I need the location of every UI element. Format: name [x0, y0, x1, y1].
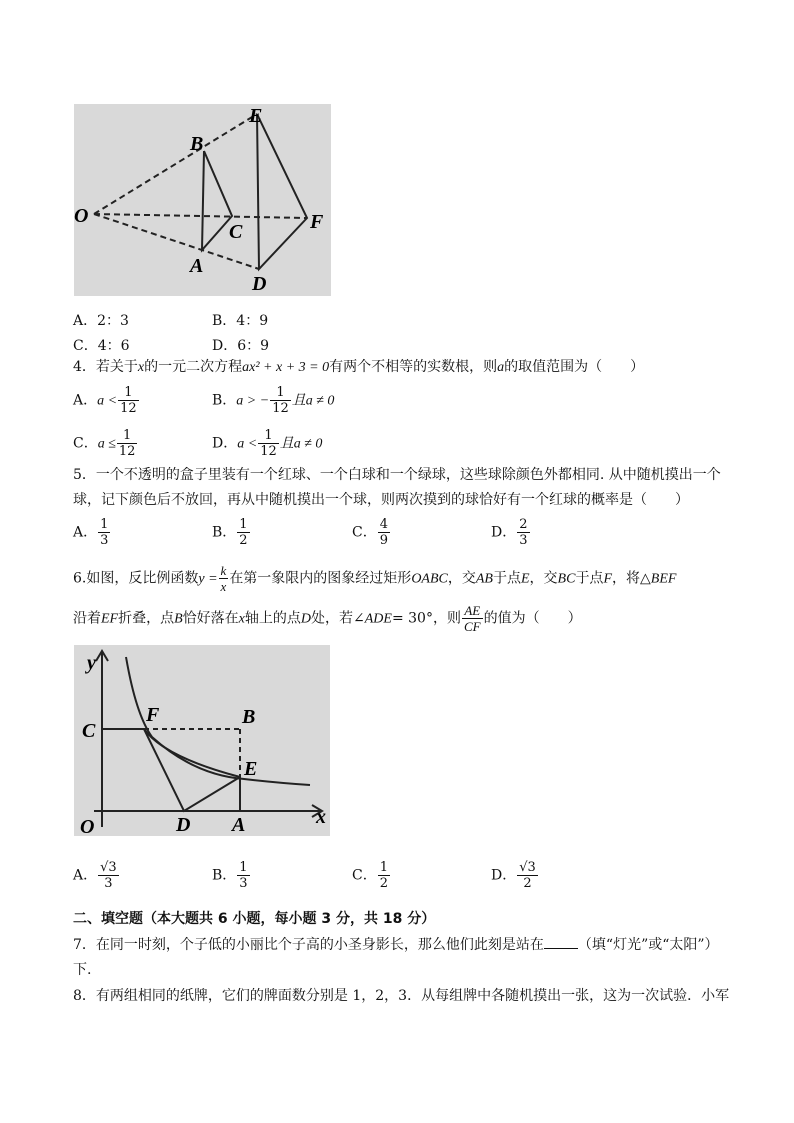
q4-var-a: a — [497, 360, 505, 375]
label-a: A — [232, 814, 246, 836]
q5-c-den: 9 — [379, 533, 388, 548]
q6-b-label: B． — [212, 867, 237, 884]
q5-b-frac — [237, 517, 249, 548]
q6-d-frac — [517, 860, 538, 891]
q6-l2-c: 恰好落在 — [182, 610, 239, 627]
label-y: y — [87, 652, 96, 674]
q6-l1-c: ，交 — [447, 570, 476, 587]
q5-a-den: 3 — [100, 533, 109, 548]
q3-option-d: D．6：9 — [212, 338, 270, 354]
q5-line1: 5．一个不透明的盒子里装有一个红球、一个白球和一个绿球，这些球除颜色外都相同. 从中随机摸出一个 — [73, 467, 721, 483]
q4-stem-mid2: 有两个不相等的实数根，则 — [329, 359, 498, 375]
q6-b-num: 1 — [239, 860, 248, 875]
q6-k-over-x — [219, 563, 229, 594]
label-c: C — [82, 720, 96, 742]
label-d: D — [252, 273, 267, 295]
q5-d-num: 2 — [519, 517, 528, 532]
q6-l1-a: 6.如图，反比例函数 — [73, 570, 199, 587]
label-d: D — [176, 814, 191, 836]
q4-option-d — [212, 428, 322, 459]
q5-b-num: 1 — [239, 517, 248, 532]
label-e: E — [249, 105, 263, 127]
q4-b-post: 且a ≠ 0 — [291, 393, 335, 409]
q6-bef: BEF — [650, 571, 677, 587]
q3-option-c: C．4：6 — [73, 338, 130, 354]
q6-l1-f: ，交 — [529, 570, 558, 587]
q5-a-label: A． — [73, 524, 98, 541]
q4-option-b — [212, 385, 334, 416]
q5-d-frac — [517, 517, 529, 548]
q4-a-frac — [118, 385, 139, 416]
q4-c-label: C． — [73, 435, 98, 452]
label-b: B — [242, 706, 256, 728]
q6-l2-a: 沿着 — [73, 610, 101, 627]
q5-option-b — [212, 517, 251, 548]
q6-x: x — [220, 579, 227, 594]
q4-c-den: 12 — [118, 444, 136, 459]
q6-bc: BC — [557, 571, 576, 587]
q4-b-den: 12 — [272, 401, 289, 416]
label-f: F — [146, 704, 160, 726]
q5-a-frac — [98, 517, 110, 548]
q6-l2-f: = 30°，则 — [391, 610, 461, 627]
q4-d-post: 且a ≠ 0 — [279, 436, 323, 452]
q4-a-num: 1 — [124, 385, 133, 400]
label-b: B — [190, 133, 204, 155]
q6-F: F — [603, 571, 612, 587]
q6-ae: AE — [464, 603, 481, 618]
q4-a-label: A． — [73, 392, 98, 409]
figure-similar-triangles — [74, 104, 331, 296]
q7-answer-blank[interactable] — [544, 936, 578, 949]
q6-line2 — [73, 603, 582, 634]
q4-b-pre: a > − — [236, 393, 270, 409]
q5-b-den: 2 — [239, 533, 248, 548]
q4-c-frac — [117, 428, 138, 459]
q6-l1-h: ，将△ — [612, 570, 651, 587]
q5-option-a — [73, 517, 111, 548]
q5-b-label: B． — [212, 524, 237, 541]
q5-line2: 球，记下颜色后不放回，再从中随机摸出一个球，则两次摸到的球恰好有一个红球的概率是（ ） — [73, 492, 689, 508]
q5-a-num: 1 — [100, 517, 109, 532]
q6-e: E — [520, 571, 530, 587]
q3-option-b: B．4：9 — [212, 313, 269, 329]
q4-d-den: 12 — [260, 444, 277, 459]
q5-c-label: C． — [352, 524, 377, 541]
q4-stem-mid: 的一元二次方程 — [144, 359, 243, 375]
q6-c-num: 1 — [379, 860, 388, 875]
q6-d-label: D． — [491, 867, 517, 884]
q4-option-a — [73, 385, 140, 416]
q4-c-pre: a ≤ — [97, 436, 116, 452]
q6-ae-over-cf — [462, 603, 483, 634]
q6-l2-b: 折叠，点 — [118, 610, 175, 627]
q6-l2-x: x — [238, 611, 245, 627]
q5-d-label: D． — [491, 524, 517, 541]
q4-d-label: D． — [212, 435, 238, 452]
q6-option-a — [73, 860, 120, 891]
q6-a-label: A． — [73, 867, 98, 884]
q6-ab: AB — [475, 571, 493, 587]
q4-stem-post: 的取值范围为（ ） — [504, 359, 645, 375]
q6-c-den: 2 — [379, 876, 388, 891]
q4-b-num: 1 — [276, 385, 285, 400]
q5-c-num: 4 — [379, 517, 388, 532]
q6-a-den: 3 — [98, 875, 119, 891]
label-x: x — [316, 806, 326, 828]
q5-option-d — [491, 517, 531, 548]
section-heading: 二、填空题（本大题共 6 小题，每小题 3 分，共 18 分） — [73, 911, 436, 927]
q4-d-frac — [258, 428, 279, 459]
q6-B: B — [174, 611, 183, 627]
label-e: E — [244, 758, 258, 780]
q6-a-frac — [98, 860, 119, 891]
q6-k: k — [220, 563, 227, 578]
q4-stem-pre: 4．若关于 — [73, 359, 138, 375]
q6-a-num: √3 — [100, 860, 117, 875]
q5-c-frac — [378, 517, 390, 548]
q6-option-b — [212, 860, 251, 891]
q3-option-a: A．2：3 — [73, 313, 129, 329]
q4-d-num: 1 — [264, 428, 273, 443]
q4-b-label: B． — [212, 392, 237, 409]
label-f: F — [310, 211, 324, 233]
q4-a-den: 12 — [120, 401, 137, 416]
q6-oabc: OABC — [411, 571, 448, 587]
q6-D: D — [300, 611, 312, 627]
q4-var-x: x — [137, 360, 145, 375]
q4-equation: ax² + x + 3 = 0 — [242, 360, 330, 375]
q4-stem — [73, 358, 644, 377]
q6-b-frac — [237, 860, 249, 891]
q6-b-den: 3 — [239, 876, 248, 891]
q6-line1 — [73, 563, 676, 594]
q6-d-num: √3 — [519, 860, 536, 875]
q4-option-c — [73, 428, 138, 459]
q4-c-num: 1 — [123, 428, 132, 443]
q7-line1-pre: 7．在同一时刻，个子低的小丽比个子高的小圣身影长，那么他们此刻是站在 — [73, 937, 544, 953]
label-o: O — [80, 816, 95, 836]
q6-option-d — [491, 860, 539, 891]
q6-ade: ADE — [364, 611, 392, 627]
q6-d-den: 2 — [517, 875, 538, 891]
q6-c-label: C． — [352, 867, 377, 884]
q6-l1-d: 于点 — [492, 570, 521, 587]
q5-d-den: 3 — [519, 533, 528, 548]
q6-cf: CF — [463, 619, 481, 634]
q6-l2-g: 的值为（ ） — [483, 610, 582, 627]
label-a: A — [190, 255, 204, 277]
q4-a-pre: a < — [97, 393, 118, 409]
q7-line1-post: （填“灯光”或“太阳”） — [577, 937, 719, 953]
q6-c-frac — [378, 860, 390, 891]
q6-l2-d: 轴上的点 — [244, 610, 301, 627]
figure-inverse-function-svg — [74, 645, 330, 836]
q6-l1-b: 在第一象限内的图象经过矩形 — [229, 570, 412, 587]
q4-d-pre: a < — [237, 436, 258, 452]
q6-l2-e: 处，若∠ — [311, 610, 365, 627]
q6-ef: EF — [101, 611, 119, 627]
q7-line1 — [73, 936, 719, 954]
q6-option-c — [352, 860, 391, 891]
q5-option-c — [352, 517, 391, 548]
figure-inverse-function — [74, 645, 330, 836]
q6-l1-y: y = — [198, 571, 218, 587]
figure-similar-triangles-svg — [74, 104, 331, 296]
q7-line2: 下. — [73, 962, 92, 978]
label-c: C — [229, 221, 243, 243]
label-o: O — [74, 205, 89, 227]
q8-line1: 8．有两组相同的纸牌，它们的牌面数分别是 1，2，3．从每组牌中各随机摸出一张，这为一次试验．小军 — [73, 988, 730, 1004]
q4-b-frac — [270, 385, 291, 416]
q6-l1-g: 于点 — [575, 570, 604, 587]
